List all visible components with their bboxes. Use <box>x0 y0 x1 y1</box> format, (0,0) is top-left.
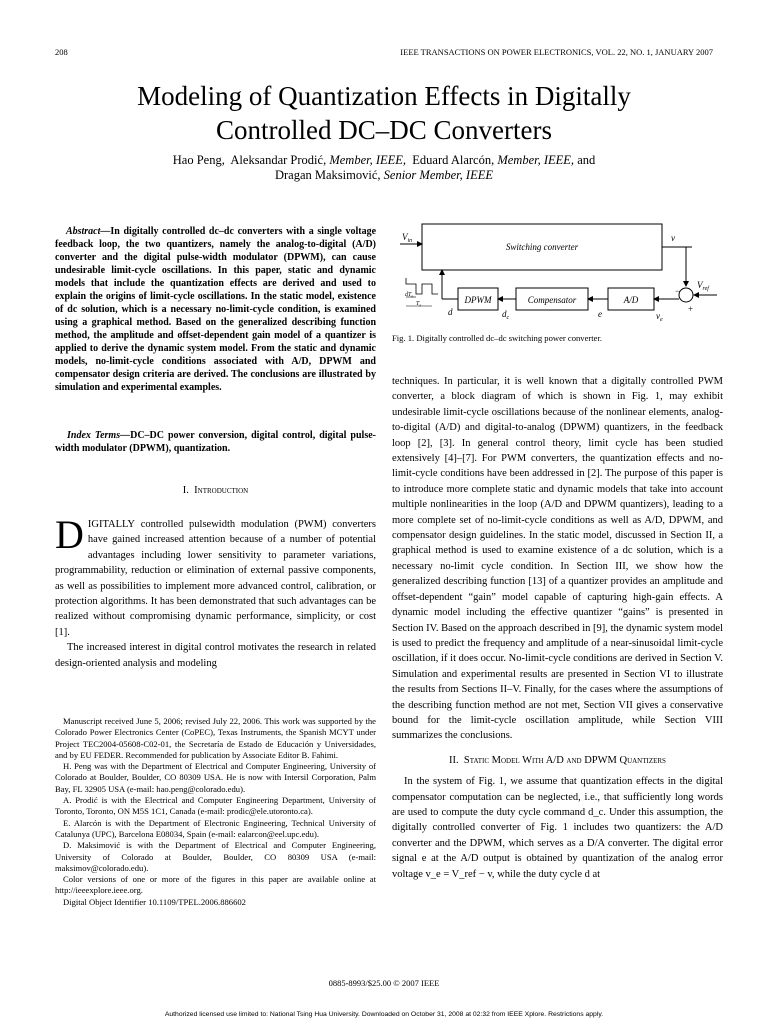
intro-paragraph-2: The increased interest in digital control motivates the research in related design-oriented analysis and modeling <box>55 642 376 669</box>
footnote-maksimovic: D. Maksimović is with the Department of Electrical and Computer Engineering, University of Colorado at Boulder, Boulder, CO 80309 USA (e-mail: maksimov@colorado.edu). <box>55 840 376 873</box>
e-label: e <box>598 309 602 319</box>
footnote-doi: Digital Object Identifier 10.1109/TPEL.2006.886602 <box>63 896 246 907</box>
vref-label: $V_{ref}$ <box>697 280 709 292</box>
license-notice: Authorized licensed use limited to: National Tsing Hua University. Downloaded on October 31, 2008 at 02:32 from IEEE Xplore. Restrictions apply. <box>164 1011 604 1018</box>
dpwm-label: DPWM <box>464 295 492 305</box>
journal-header: IEEE TRANSACTIONS ON POWER ELECTRONICS, VOL. 22, NO. 1, JANUARY 2007 <box>400 47 713 57</box>
author-line-2 <box>40 168 728 183</box>
right-paragraph-1: techniques. In particular, it is well known that a digitally controlled PWM converter, a block diagram of which is shown in Fig. 1, may exhibit undesirable limit-cycle oscillations because of the nonlinear elements, analog-to-digital (A/D) and digital-to-analog (DPWM) quantizers, in the feedback loop [2], [3]. In general control theory, limit cycle has been studied extensively [4]–[7]. For PWM converters, the quantization effects and no-limit-cycle conditions have been addressed in [2]. The purpose of this paper is to introduce more complete static and dynamic models that take into account multiple nonlinearities in the loop (A/D and DPWM quantizers), leading to a more complete set of no-limit-cycle conditions as well as A/D, DPWM, and compensator design guidelines. In the static model, discussed in Section II, a graphical method is used to examine existence of a dc solution, which is a necessary no-limit cycle condition. In Section III, we show how the generalized describing function [13] of a quantizer provides an amplitude and offset-dependent “gain” model capable of capturing high-gain effects. A dynamic model including the effective quantizer “gains” is presented in Section IV. Based on the approach described in [9], the dynamic system model is used to predict the frequency and amplitude of a near-sinusoidal limit-cycle oscillation, if it does occur. No-limit-cycle conditions are derived in Section V. Simulation and experimental results are presented in Section VI to illustrate the results from Sections II–V. Finally, for the cases where the assumptions of the describing function method are not met, Section VII gives a conservative bound for the limit-cycle oscillation amplitude, while Section VIII summarizes the conclusions. <box>392 376 723 742</box>
section-2-title: Static Model With A/D and DPWM Quantizers <box>463 754 666 766</box>
author-1: Hao Peng, <box>172 153 225 167</box>
ad-label: A/D <box>623 295 639 305</box>
author-line-1 <box>40 153 728 168</box>
vin-label: $V_{in}$ <box>402 232 413 244</box>
output-v-label: v <box>671 233 675 243</box>
author-4: Dragan Maksimović, <box>274 168 381 182</box>
intro-body <box>55 512 376 671</box>
author-2: Aleksandar Prodić, <box>230 153 327 167</box>
page-number: 208 <box>55 47 68 57</box>
right-column-body <box>392 374 723 882</box>
section-1-heading <box>55 485 376 496</box>
title-line-2: Controlled DC–DC Converters <box>216 115 552 145</box>
footnote-manuscript: Manuscript received June 5, 2006; revised July 22, 2006. This work was supported by the Colorado Power Electronics Center (CoPEC), Texas Instruments, the Spanish MCYT under Project TEC2004-05608-C02-01, the Secretaría de Estado de Educación y Universidades, and by EU FEDER. Recommended for publication by Associate Editor B. Fahimi. <box>55 716 376 760</box>
figure-1-diagram <box>392 222 722 328</box>
author-3-role: Member, IEEE, <box>497 153 575 167</box>
ve-label: $v_e$ <box>656 311 663 323</box>
footnote-prodic: A. Prodić is with the Electrical and Computer Engineering Department, University of Toronto, Toronto, ON M5S 1C1, Canada (e-mail: prodic@ele.utoronto.ca). <box>55 795 376 817</box>
d-label: d <box>448 307 453 317</box>
author-list <box>40 153 728 183</box>
abstract <box>55 225 376 394</box>
intro-paragraph-1-text: controlled pulsewidth modulation (PWM) converters have gained increased attention because of a number of potential advantages including lower sensitivity to parameter variations, programmability, reduction or elimination of external passive components, as well as possibilities to implement more advanced control, calibration, or protection algorithms. It has been demonstrated that such advantages can be realized without compromising dynamic performance, simplicity, or cost [1]. <box>55 519 376 638</box>
author-3: Eduard Alarcón, <box>412 153 495 167</box>
section-1-title: Introduction <box>194 485 249 496</box>
author-4-role: Senior Member, IEEE <box>383 168 493 182</box>
author-2-role: Member, IEEE, <box>329 153 407 167</box>
abstract-text: In digitally controlled dc–dc converters with a single voltage feedback loop, the two quantizers, namely the analog-to-digital (A/D) converter and the digital pulse-width modulator (DPWM), can cause undesirable limit-cycle oscillations. In this paper, static and dynamic models that include the quantization effects are derived and used to explain the origins of limit-cycle oscillations. In the static model, existence of dc solution, which is a necessary no-limit-cycle condition, is examined using a graphical method. Based on the generalized describing function method, the amplitude and offset-dependent gain model of a quantizer is applied to derive the dynamic system model. From the static and dynamic models, no-limit-cycle conditions associated with A/D, DPWM and compensator design criteria are derived. The conclusions are illustrated by simulation and experimental examples. <box>55 226 377 393</box>
section-2-heading <box>392 753 723 768</box>
index-terms <box>55 429 376 455</box>
index-terms-label: Index Terms— <box>67 430 131 441</box>
dc-label: $d_c$ <box>502 309 510 321</box>
figure-1-caption: Fig. 1. Digitally controlled dc–dc switching power converter. <box>392 333 603 343</box>
intro-lead-word: IGITALLY <box>87 519 135 530</box>
footnote-color: Color versions of one or more of the figures in this paper are available online at http://ieeexplore.ieee.org. <box>55 874 376 896</box>
abstract-label: Abstract— <box>65 226 111 237</box>
dts-label: $dT_s$ <box>405 292 414 299</box>
index-terms-text: DC–DC power conversion, digital control, digital pulse-width modulator (DPWM), quantization. <box>55 430 376 454</box>
ts-label: $T_s$ <box>416 301 422 308</box>
drop-cap: D <box>55 512 84 557</box>
section-2-number: II. <box>449 754 459 766</box>
author-conjunction: and <box>577 153 596 167</box>
issn-footer: 0885-8993/$25.00 © 2007 IEEE <box>328 978 440 988</box>
right-paragraph-2: In the system of Fig. 1, we assume that quantization effects in the digital compensator computation can be neglected, i.e., that sufficiently long words are used to compute the duty cycle command d_c. Under this assumption, the digitally controlled converter of Fig. 1 includes two quantizers: the A/D converter and the DPWM, which serves as a D/A converter. The digital error signal e at the A/D output is obtained by quantization of the analog error voltage v_e = V_ref − v, while the duty cycle d at <box>392 776 723 880</box>
compensator-label: Compensator <box>527 295 577 305</box>
switching-converter-label: Switching converter <box>505 242 579 252</box>
intro-paragraph-1 <box>55 512 376 640</box>
footnote-peng: H. Peng was with the Department of Electrical and Computer Engineering, University of Colorado at Boulder, Boulder, CO 80309 USA. He is now with Intersil Corporation, Palm Bay, FL 32905 USA (e-mail: hao.peng@colorado.edu). <box>55 761 376 794</box>
footnote-alarcon: E. Alarcón is with the Department of Electronic Engineering, Technical University of Catalunya (UPC), Barcelona E08034, Spain (e-mail: ealarcon@eel.upc.edu). <box>55 817 376 839</box>
plus-sign: + <box>688 304 694 314</box>
title-line-1: Modeling of Quantization Effects in Digitally <box>137 81 631 111</box>
footnotes <box>55 716 376 908</box>
minus-sign: − <box>675 286 681 296</box>
paper-title <box>40 79 728 147</box>
summing-junction <box>679 288 693 302</box>
section-1-number: I. <box>182 485 189 496</box>
